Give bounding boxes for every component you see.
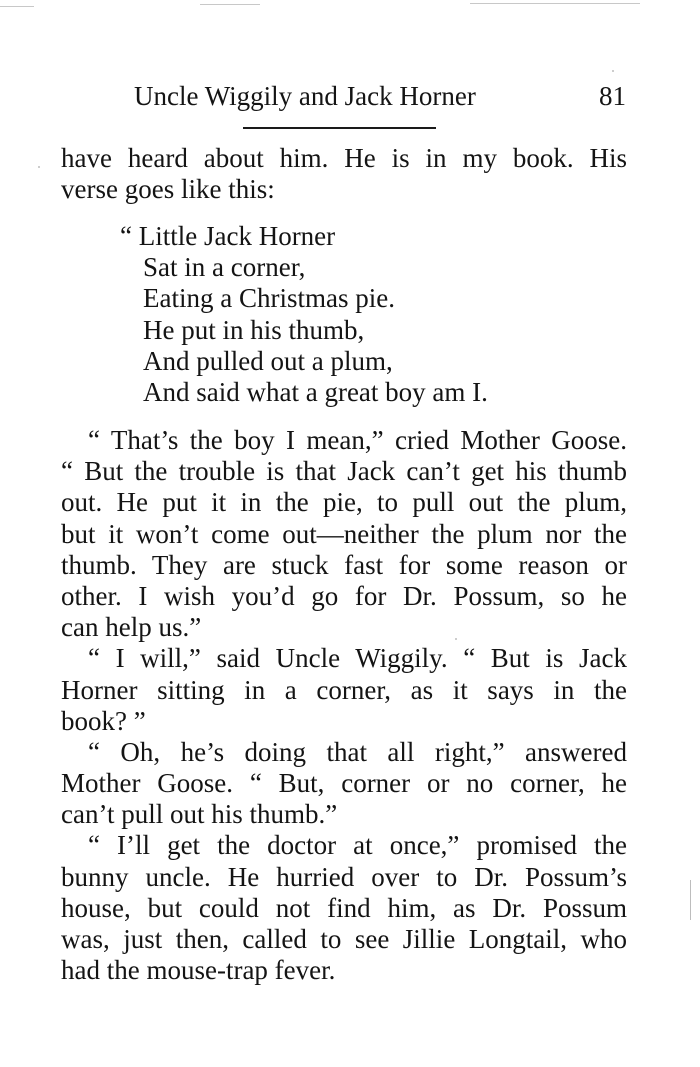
scan-edge-marks [0,0,700,14]
paragraph-continued [61,143,627,205]
text-line: thumb. They are stuck fast for some reason or [61,549,627,580]
text-line: verse goes like this: [61,174,275,205]
text-line: have heard about him. He is in my book. His [61,143,627,173]
running-head-title: Uncle Wiggily and Jack Horner [134,81,476,111]
text-line: “ Oh, he’s doing that all right,” answered [88,736,627,767]
verse-line: “ Little Jack Horner [120,221,336,251]
verse-line: Eating a Christmas pie. [143,283,395,314]
text-line: out. He put it in the pie, to pull out the plum, [61,487,627,518]
text-line: house, but could not find him, as Dr. Possum [61,892,627,923]
text-line: had the mouse-trap fever. [61,955,336,986]
text-line: can’t pull out his thumb.” [61,799,338,830]
verse-line: And pulled out a plum, [143,345,393,376]
nursery-rhyme-verse [120,221,620,408]
verse-line: And said what a great boy am I. [143,376,488,407]
running-head [134,78,626,114]
text-line: bunny uncle. He hurried over to Dr. Possum’s [61,861,627,892]
text-line: “ I will,” said Uncle Wiggily. “ But is Jack [88,643,627,674]
page-number: 81 [599,81,626,111]
text-line: “ That’s the boy I mean,” cried Mother Goose. [88,425,627,455]
header-rule [243,127,436,129]
text-line: Mother Goose. “ But, corner or no corner, he [61,768,627,799]
text-line: was, just then, called to see Jillie Longtail, who [61,924,627,954]
verse-line: He put in his thumb, [143,314,365,345]
verse-line: Sat in a corner, [143,252,306,283]
text-line: “ But the trouble is that Jack can’t get his thumb [61,456,627,487]
paragraph [61,425,627,643]
text-line: book? ” [61,705,146,736]
text-line: can help us.” [61,612,202,643]
body-paragraphs [61,425,627,986]
paragraph [61,830,627,986]
paragraph [61,737,627,831]
text-line: Horner sitting in a corner, as it says in the [61,674,627,705]
text-line: “ I’ll get the doctor at once,” promised the [88,830,627,861]
text-line: but it won’t come out—neither the plum nor the [61,518,627,549]
paragraph [61,643,627,737]
text-line: other. I wish you’d go for Dr. Possum, so he [61,580,627,611]
